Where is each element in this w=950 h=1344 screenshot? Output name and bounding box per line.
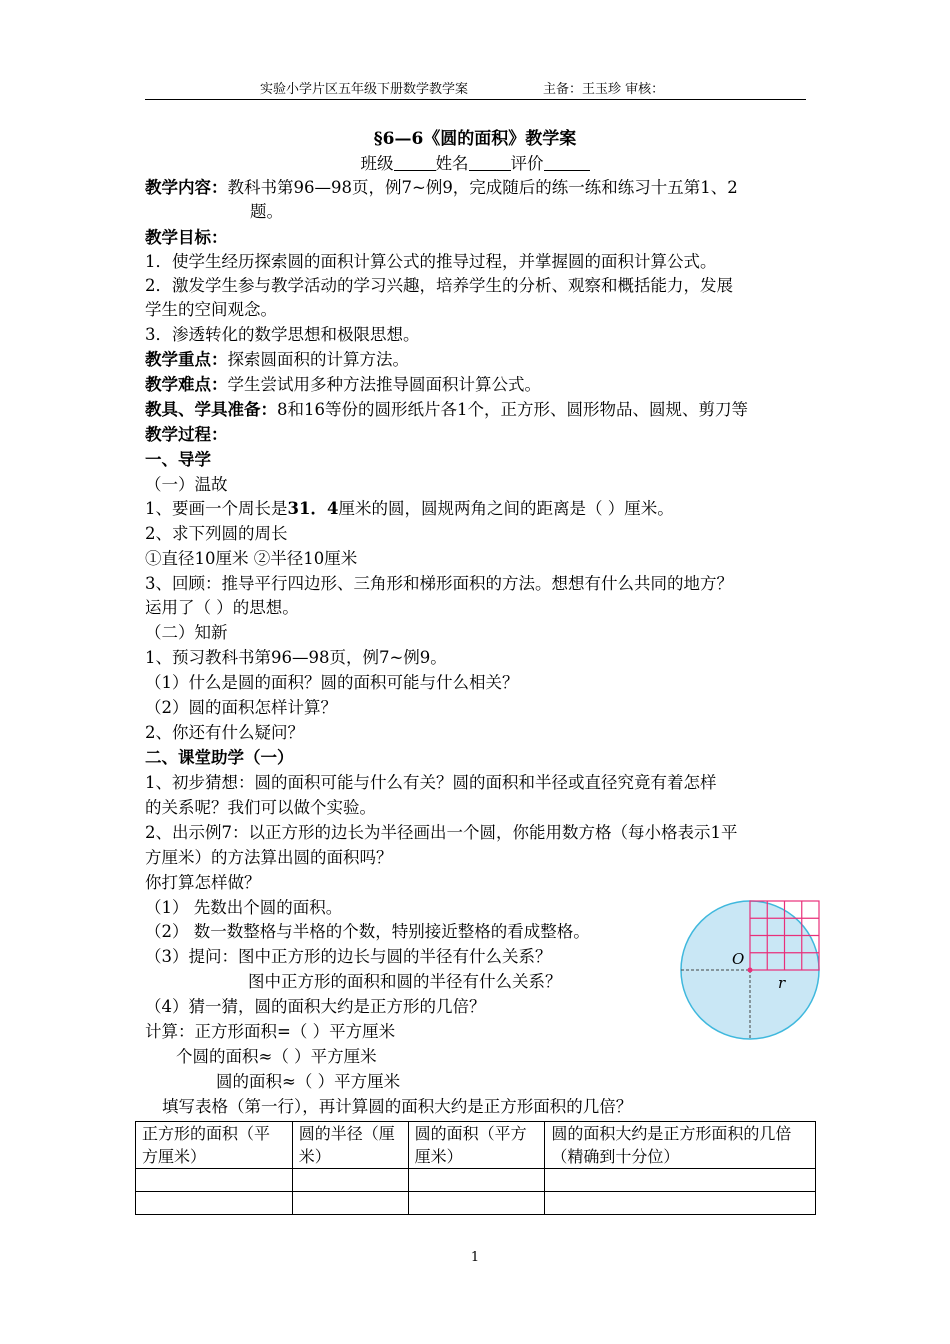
table-cell[interactable] (292, 1169, 408, 1192)
goal-2-cont: 学生的空间观念。 (145, 300, 277, 319)
new-title: （二）知新 (145, 623, 228, 642)
header-circle-area: 圆的面积（平方厘米） (408, 1122, 545, 1169)
name-label: 姓名 (435, 154, 469, 173)
class-blank[interactable] (394, 155, 436, 171)
page-number: 1 (470, 1250, 480, 1265)
table-cell[interactable] (136, 1192, 293, 1215)
review-q3-cont: 运用了（ ）的思想。 (145, 598, 299, 617)
tools-label: 教具、学具准备： (145, 400, 277, 419)
new-1b: （2）圆的面积怎样计算？ (145, 698, 337, 717)
content-line-2: 题。 (250, 202, 283, 221)
content-label: 教学内容： (145, 178, 228, 197)
focus-line (145, 348, 409, 372)
name-blank[interactable] (469, 155, 511, 171)
sec2-p2: 2、出示例7：以正方形的边长为半径画出一个圆，你能用数方格（每小格表示1平 (145, 823, 738, 842)
review-q3: 3、回顾：推导平行四边形、三角形和梯形面积的方法。想想有什么共同的地方？ (145, 574, 733, 593)
tools-text: 8和16等份的圆形纸片各1个，正方形、圆形物品、圆规、剪刀等 (277, 400, 748, 419)
calc-3: 圆的面积≈（ ）平方厘米 (216, 1072, 401, 1091)
q1-value: 31．4 (287, 499, 339, 518)
header-school: 实验小学片区五年级下册数学教学案 (260, 82, 469, 97)
sec2-p2-cont: 方厘米）的方法算出圆的面积吗？ (145, 848, 393, 867)
section-1-title: 一、导学 (145, 450, 211, 469)
calc-2: 个圆的面积≈（ ）平方厘米 (176, 1047, 377, 1066)
header-square-area: 正方形的面积（平方厘米） (136, 1122, 293, 1169)
step-3: （3）提问：图中正方形的边长与圆的半径有什么关系？ (145, 947, 552, 966)
review-title: （一）温故 (145, 475, 228, 494)
step-3-cont: 图中正方形的面积和圆的半径有什么关系？ (248, 972, 562, 991)
sec2-p3: 你打算怎样做？ (145, 873, 261, 892)
table-cell[interactable] (408, 1192, 545, 1215)
radius-label: r (778, 974, 786, 992)
student-info-line (0, 150, 950, 174)
step-4: （4）猜一猜，圆的面积大约是正方形的几倍？ (145, 997, 486, 1016)
table-cell[interactable] (136, 1169, 293, 1192)
review-q1 (145, 497, 674, 521)
step-2: （2） 数一数整格与半格的个数，特别接近整格的看成整格。 (145, 922, 590, 941)
table-row (136, 1169, 816, 1192)
eval-blank[interactable] (544, 155, 590, 171)
review-q2-items: ①直径10厘米 ②半径10厘米 (145, 549, 358, 568)
goals-label: 教学目标： (145, 228, 228, 247)
table-cell[interactable] (545, 1169, 816, 1192)
q1-text-b: 厘米的圆，圆规两角之间的距离是（ ）厘米。 (338, 499, 674, 518)
step-1: （1） 先数出个圆的面积。 (145, 898, 343, 917)
circle-grid-figure (680, 898, 830, 1048)
center-label: O (732, 950, 745, 968)
table-cell[interactable] (408, 1169, 545, 1192)
page-header (145, 80, 806, 100)
eval-label: 评价 (510, 154, 544, 173)
sec2-p1-cont: 的关系呢？我们可以做个实验。 (145, 798, 376, 817)
difficulty-label: 教学难点： (145, 375, 228, 394)
goal-3: 3．渗透转化的数学思想和极限思想。 (145, 325, 420, 344)
header-ratio: 圆的面积大约是正方形面积的几倍（精确到十分位） (545, 1122, 816, 1169)
header-author: 主备：王玉珍 审核： (543, 82, 665, 97)
content-line (145, 176, 738, 200)
doc-title: §6—6《圆的面积》教学案 (373, 129, 577, 149)
review-q2: 2、求下列圆的周长 (145, 524, 288, 543)
new-1a: （1）什么是圆的面积？圆的面积可能与什么相关？ (145, 673, 519, 692)
table-cell[interactable] (292, 1192, 408, 1215)
difficulty-line (145, 373, 541, 397)
process-label: 教学过程： (145, 425, 228, 444)
content-text: 教科书第96—98页，例7~例9，完成随后的练一练和练习十五第1、2 (227, 178, 738, 197)
goal-1: 1．使学生经历探索圆的面积计算公式的推导过程，并掌握圆的面积计算公式。 (145, 252, 717, 271)
q1-text-a: 1、要画一个周长是 (145, 499, 288, 518)
answer-table (135, 1121, 816, 1215)
section-2-title: 二、课堂助学（一） (145, 748, 294, 767)
sec2-p1: 1、初步猜想：圆的面积可能与什么有关？圆的面积和半径或直径究竟有着怎样 (145, 773, 717, 792)
header-radius: 圆的半径（厘米） (292, 1122, 408, 1169)
new-1: 1、预习教科书第96—98页，例7~例9。 (145, 648, 447, 667)
class-label: 班级 (360, 154, 394, 173)
center-point (748, 968, 753, 973)
calc-1: 计算：正方形面积=（ ）平方厘米 (145, 1022, 396, 1041)
table-header-row (136, 1122, 816, 1169)
focus-text: 探索圆面积的计算方法。 (227, 350, 409, 369)
table-cell[interactable] (545, 1192, 816, 1215)
difficulty-text: 学生尝试用多种方法推导圆面积计算公式。 (227, 375, 541, 394)
fill-instruction: 填写表格（第一行），再计算圆的面积大约是正方形面积的几倍？ (162, 1097, 633, 1116)
focus-label: 教学重点： (145, 350, 228, 369)
new-2: 2、你还有什么疑问？ (145, 723, 304, 742)
goal-2: 2．激发学生参与教学活动的学习兴趣，培养学生的分析、观察和概括能力，发展 (145, 276, 733, 295)
tools-line (145, 398, 748, 422)
table-row (136, 1192, 816, 1215)
